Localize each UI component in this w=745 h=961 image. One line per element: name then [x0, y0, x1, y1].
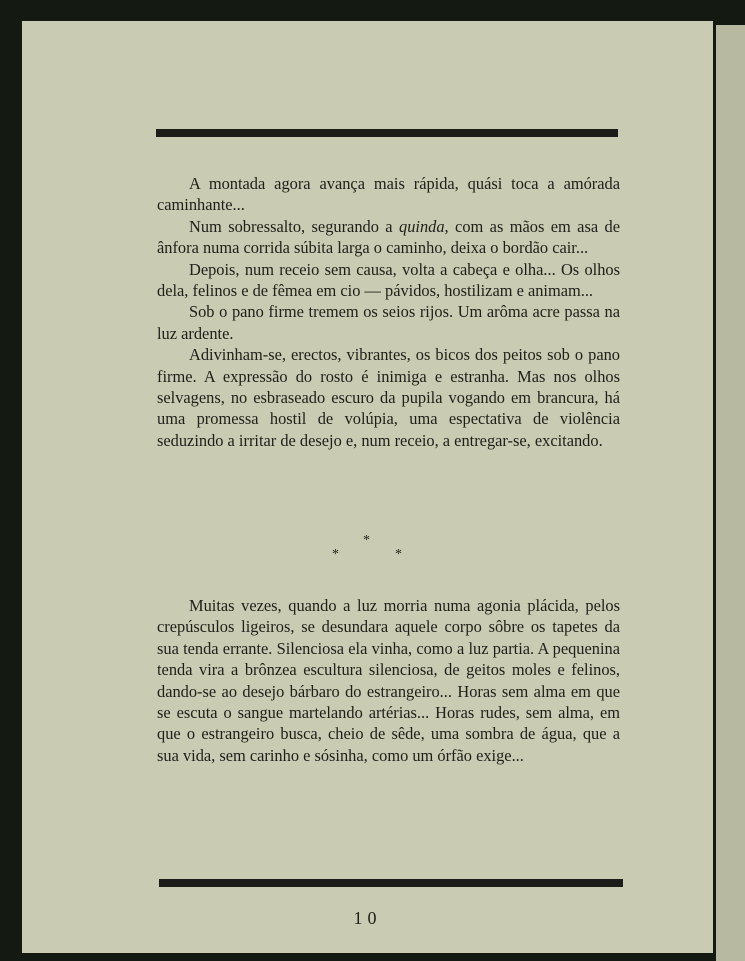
paragraph: Depois, num receio sem causa, volta a cabeça e olha... Os olhos dela, felinos e de fêmea em cio — pávidos, hostilizam e animam...: [157, 259, 620, 301]
paragraph: Adivinham-se, erectos, vibrantes, os bicos dos peitos sob o pano firme. A expressão do rosto é inimiga e estranha. Mas nos olhos selvagens, no esbraseado escuro da pupila vogando em brancura, há uma promessa hostil de volúpia, uma espectativa de violência seduzindo a irritar de desejo e, num receio, a entregar-se, excitando.: [157, 345, 620, 450]
section-asterism: [332, 531, 422, 571]
asterisk: *: [363, 533, 370, 548]
paragraph: [157, 216, 620, 259]
asterisk: *: [332, 547, 339, 562]
top-rule: [156, 129, 618, 137]
paragraph: A montada agora avança mais rápida, quási toca a amórada caminhante...: [157, 174, 620, 215]
text-block-top: [157, 173, 620, 451]
asterisk: *: [395, 547, 402, 562]
adjacent-page-edge: [716, 25, 745, 961]
paragraph: Sob o pano firme tremem os seios rijos. Um arôma acre passa na luz ardente.: [157, 302, 620, 343]
paragraph-text: com as mãos em asa de ânfora numa corrida súbita larga o caminho, deixa o bordão cair...: [157, 216, 620, 258]
book-page: [22, 21, 713, 953]
paragraph: Muitas vezes, quando a luz morria numa agonia plácida, pelos crepúsculos ligeiros, se desundara aquele corpo sôbre os tapetes da sua tenda errante. Silenciosa ela vinha, como a luz partia. A pequenina tenda vira a brônzea escultura silenciosa, de geitos moles e felinos, dando-se ao desejo bárbaro do estrangeiro... Horas sem alma em que se escuta o sangue martelando artérias... Horas rudes, sem alma, em que o estrangeiro busca, cheio de sêde, uma sombra de água, que a sua vida, sem carinho e sósinha, como um órfão exige...: [157, 596, 620, 765]
italic-word: quinda,: [399, 216, 449, 236]
bottom-rule: [159, 879, 623, 887]
text-block-bottom: [157, 595, 620, 766]
paragraph-text: Num sobressalto, segurando a: [189, 216, 399, 236]
page-number: 10: [353, 908, 382, 928]
